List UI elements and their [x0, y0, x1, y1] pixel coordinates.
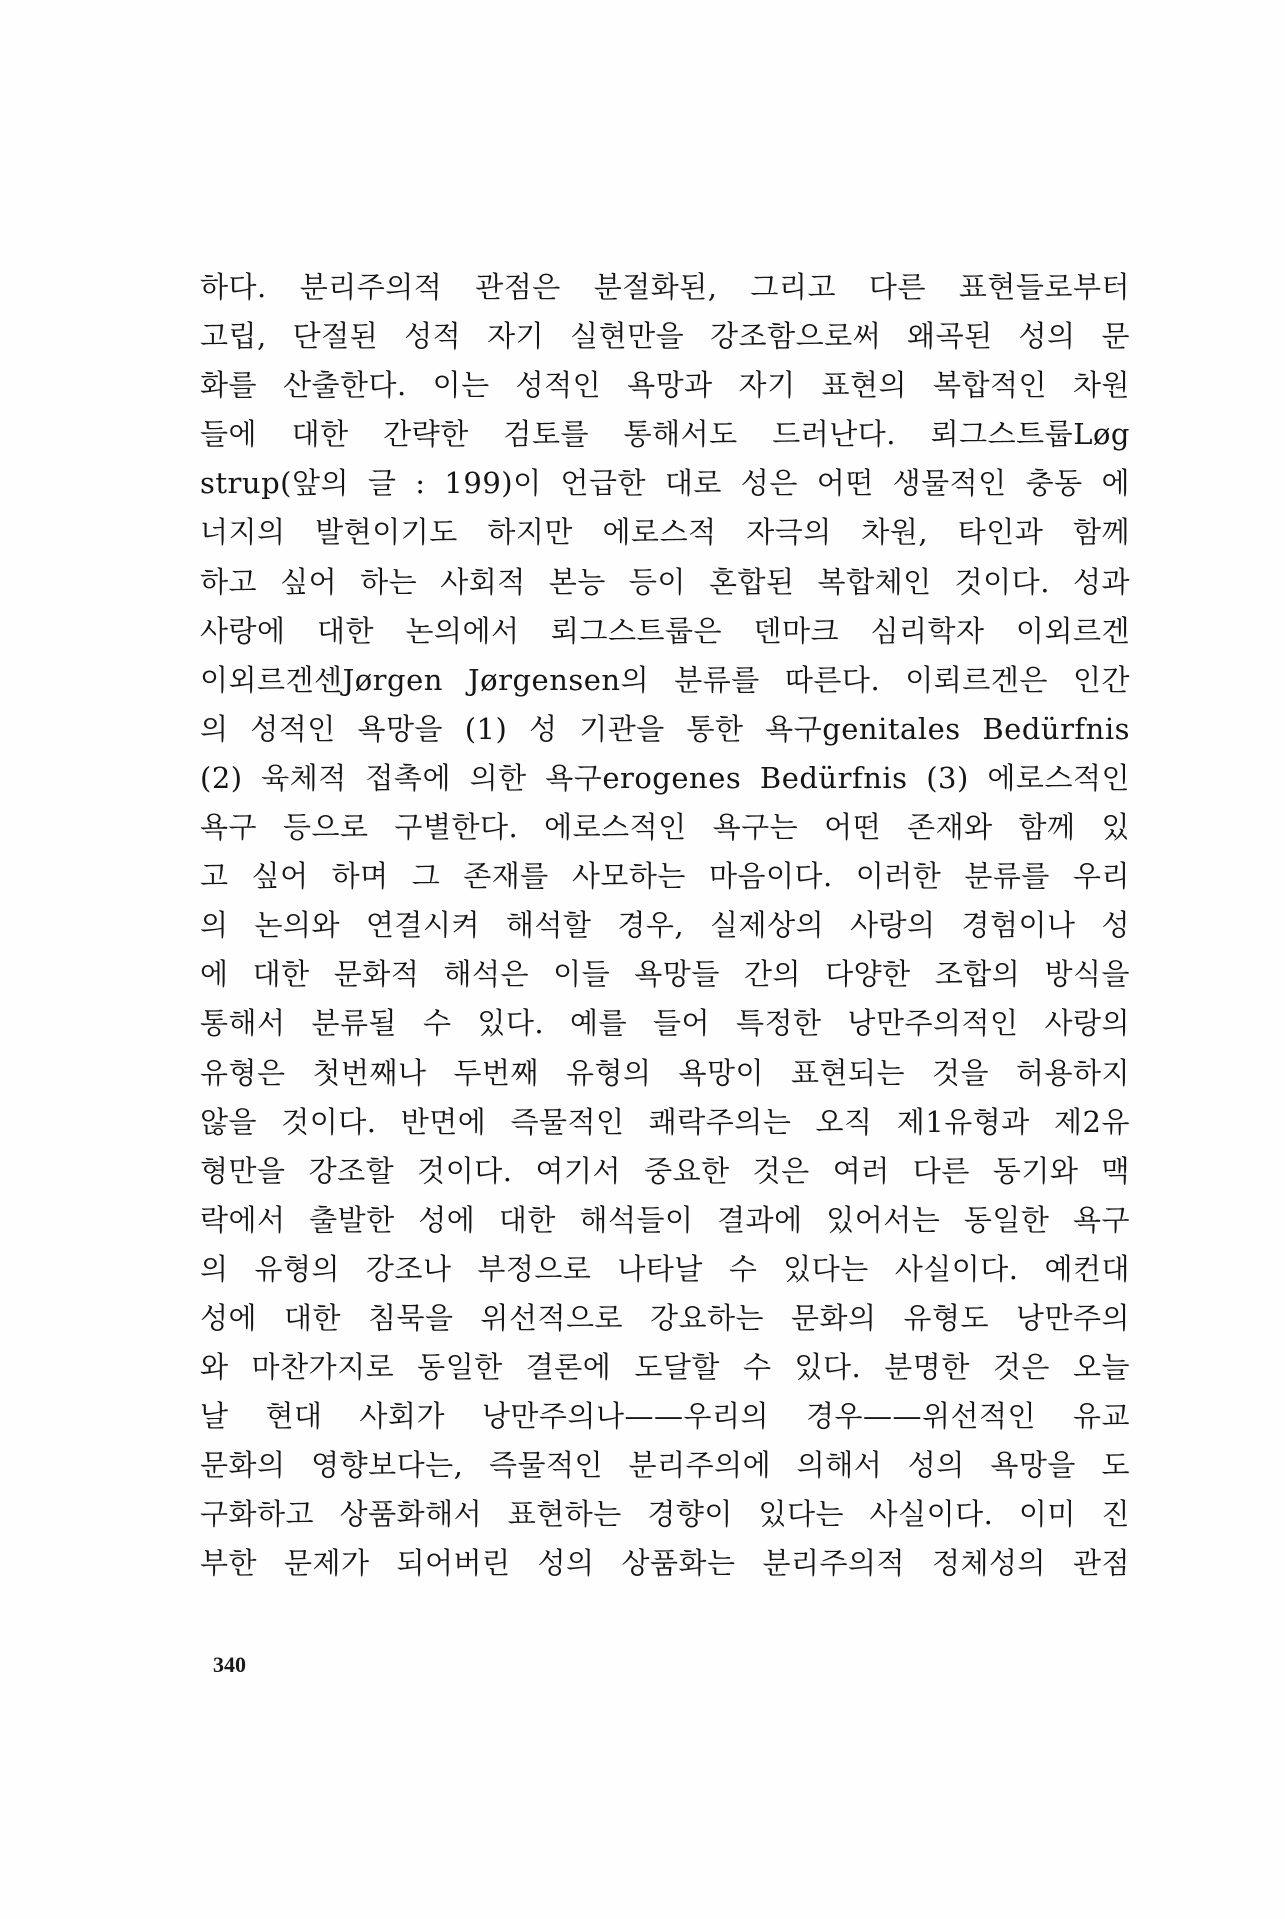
text-line-27: 부한 문제가 되어버린 성의 상품화는 분리주의적 정체성의 관점	[200, 1546, 1130, 1581]
text-line-4: 들에 대한 간략한 검토를 통해서도 드러난다. 뢰그스트룹Løg	[200, 417, 1130, 452]
text-line-14: 의 논의와 연결시켜 해석할 경우, 실제상의 사랑의 경험이나 성	[200, 908, 1130, 943]
text-line-10: 의 성적인 욕망을 (1) 성 기관을 통한 욕구genitales Bedürfnis	[200, 711, 1130, 746]
body-text	[200, 263, 1130, 1589]
text-line-19: 형만을 강조할 것이다. 여기서 중요한 것은 여러 다른 동기와 맥	[200, 1153, 1130, 1188]
text-line-13: 고 싶어 하며 그 존재를 사모하는 마음이다. 이러한 분류를 우리	[200, 859, 1130, 894]
page-number: 340	[213, 1652, 246, 1677]
text-line-9: 이외르겐센Jørgen Jørgensen의 분류를 따른다. 이뢰르겐은 인간	[200, 662, 1130, 697]
text-line-2: 고립, 단절된 성적 자기 실현만을 강조함으로써 왜곡된 성의 문	[200, 319, 1130, 354]
text-line-12: 욕구 등으로 구별한다. 에로스적인 욕구는 어떤 존재와 함께 있	[200, 810, 1130, 845]
text-line-26: 구화하고 상품화해서 표현하는 경향이 있다는 사실이다. 이미 진	[200, 1497, 1130, 1532]
text-line-21: 의 유형의 강조나 부정으로 나타날 수 있다는 사실이다. 예컨대	[200, 1251, 1130, 1286]
text-line-15: 에 대한 문화적 해석은 이들 욕망들 간의 다양한 조합의 방식을	[200, 957, 1130, 992]
text-line-6: 너지의 발현이기도 하지만 에로스적 자극의 차원, 타인과 함께	[200, 515, 1130, 550]
text-line-25: 문화의 영향보다는, 즉물적인 분리주의에 의해서 성의 욕망을 도	[200, 1448, 1130, 1483]
text-line-20: 락에서 출발한 성에 대한 해석들이 결과에 있어서는 동일한 욕구	[200, 1202, 1130, 1237]
text-line-5: strup(앞의 글 : 199)이 언급한 대로 성은 어떤 생물적인 충동 에	[200, 466, 1130, 501]
text-line-24: 날 현대 사회가 낭만주의나——우리의 경우——위선적인 유교	[200, 1399, 1130, 1434]
text-line-18: 않을 것이다. 반면에 즉물적인 쾌락주의는 오직 제1유형과 제2유	[200, 1104, 1130, 1139]
text-line-23: 와 마찬가지로 동일한 결론에 도달할 수 있다. 분명한 것은 오늘	[200, 1350, 1130, 1385]
text-line-8: 사랑에 대한 논의에서 뢰그스트룹은 덴마크 심리학자 이외르겐	[200, 613, 1130, 648]
text-line-7: 하고 싶어 하는 사회적 본능 등이 혼합된 복합체인 것이다. 성과	[200, 564, 1130, 599]
text-line-22: 성에 대한 침묵을 위선적으로 강요하는 문화의 유형도 낭만주의	[200, 1300, 1130, 1335]
text-line-1: 하다. 분리주의적 관점은 분절화된, 그리고 다른 표현들로부터	[200, 270, 1130, 304]
text-line-16: 통해서 분류될 수 있다. 예를 들어 특정한 낭만주의적인 사랑의	[200, 1006, 1130, 1041]
text-line-11: (2) 육체적 접촉에 의한 욕구erogenes Bedürfnis (3) 에로스적인	[200, 760, 1130, 795]
text-line-17: 유형은 첫번째나 두번째 유형의 욕망이 표현되는 것을 허용하지	[200, 1055, 1130, 1090]
text-line-3: 화를 산출한다. 이는 성적인 욕망과 자기 표현의 복합적인 차원	[200, 368, 1130, 403]
